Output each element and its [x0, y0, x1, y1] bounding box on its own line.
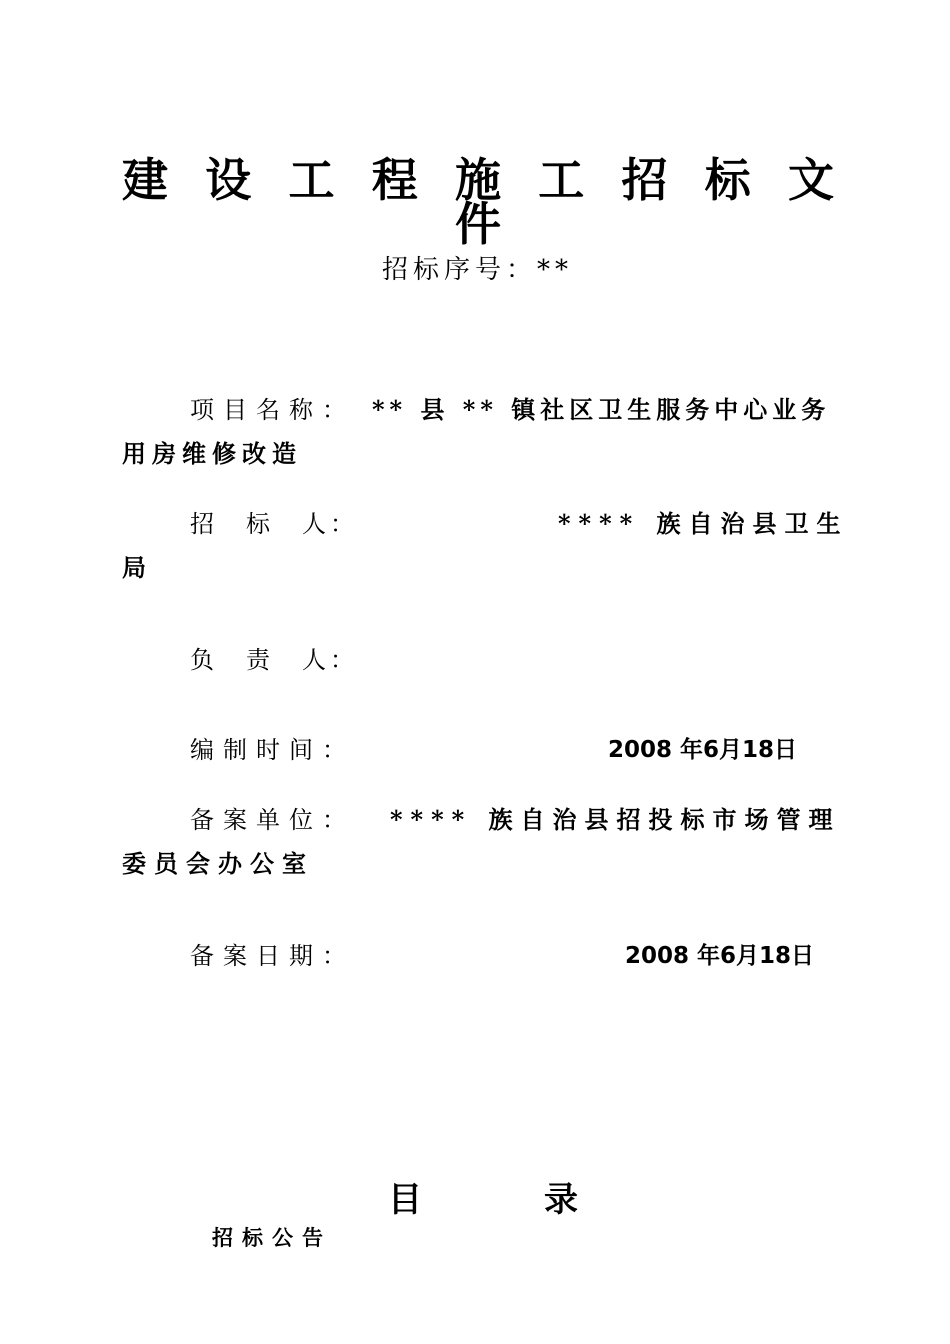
title-char: 文 — [788, 153, 834, 207]
toc-title-char: 录 — [544, 1180, 578, 1220]
compile-date-label: 编制时间： — [190, 736, 355, 764]
record-date-value: 2008 年6月18日 — [625, 943, 815, 969]
bid-number: 招标序号：** — [382, 255, 574, 285]
title-char: 建 — [122, 153, 168, 207]
project-name-label: 项目名称： — [190, 396, 355, 424]
project-name-value-line1: ** 县 ** 镇社区卫生服务中心业务 — [372, 395, 831, 424]
record-date-label: 备案日期： — [190, 942, 355, 970]
record-unit-value-line1: **** 族自治县招投标市场管理 — [390, 805, 841, 834]
record-unit-label: 备案单位： — [190, 806, 355, 834]
title-char: 设 — [205, 153, 252, 207]
title-char: 施 — [455, 153, 501, 207]
toc-item[interactable]: 招标公告 — [212, 1225, 332, 1250]
project-name-value-line2: 用房维修改造 — [122, 439, 302, 468]
responsible-label: 负 责 人： — [190, 646, 358, 674]
title-char: 招 — [621, 153, 668, 207]
compile-date-value: 2008 年6月18日 — [608, 737, 798, 763]
title-char: 工 — [288, 153, 335, 207]
toc-title — [388, 1178, 578, 1222]
bidder-value-line2: 局 — [122, 553, 146, 582]
record-unit-value-line2: 委员会办公室 — [122, 849, 314, 878]
title-char: 标 — [704, 153, 751, 207]
title-char: 程 — [371, 153, 418, 207]
title-char: 工 — [538, 153, 585, 207]
document-title-line2: 件 — [455, 197, 501, 251]
bidder-label: 招 标 人： — [190, 510, 358, 538]
toc-title-char: 目 — [388, 1180, 422, 1220]
bidder-value-line1: **** 族自治县卫生 — [558, 509, 849, 538]
